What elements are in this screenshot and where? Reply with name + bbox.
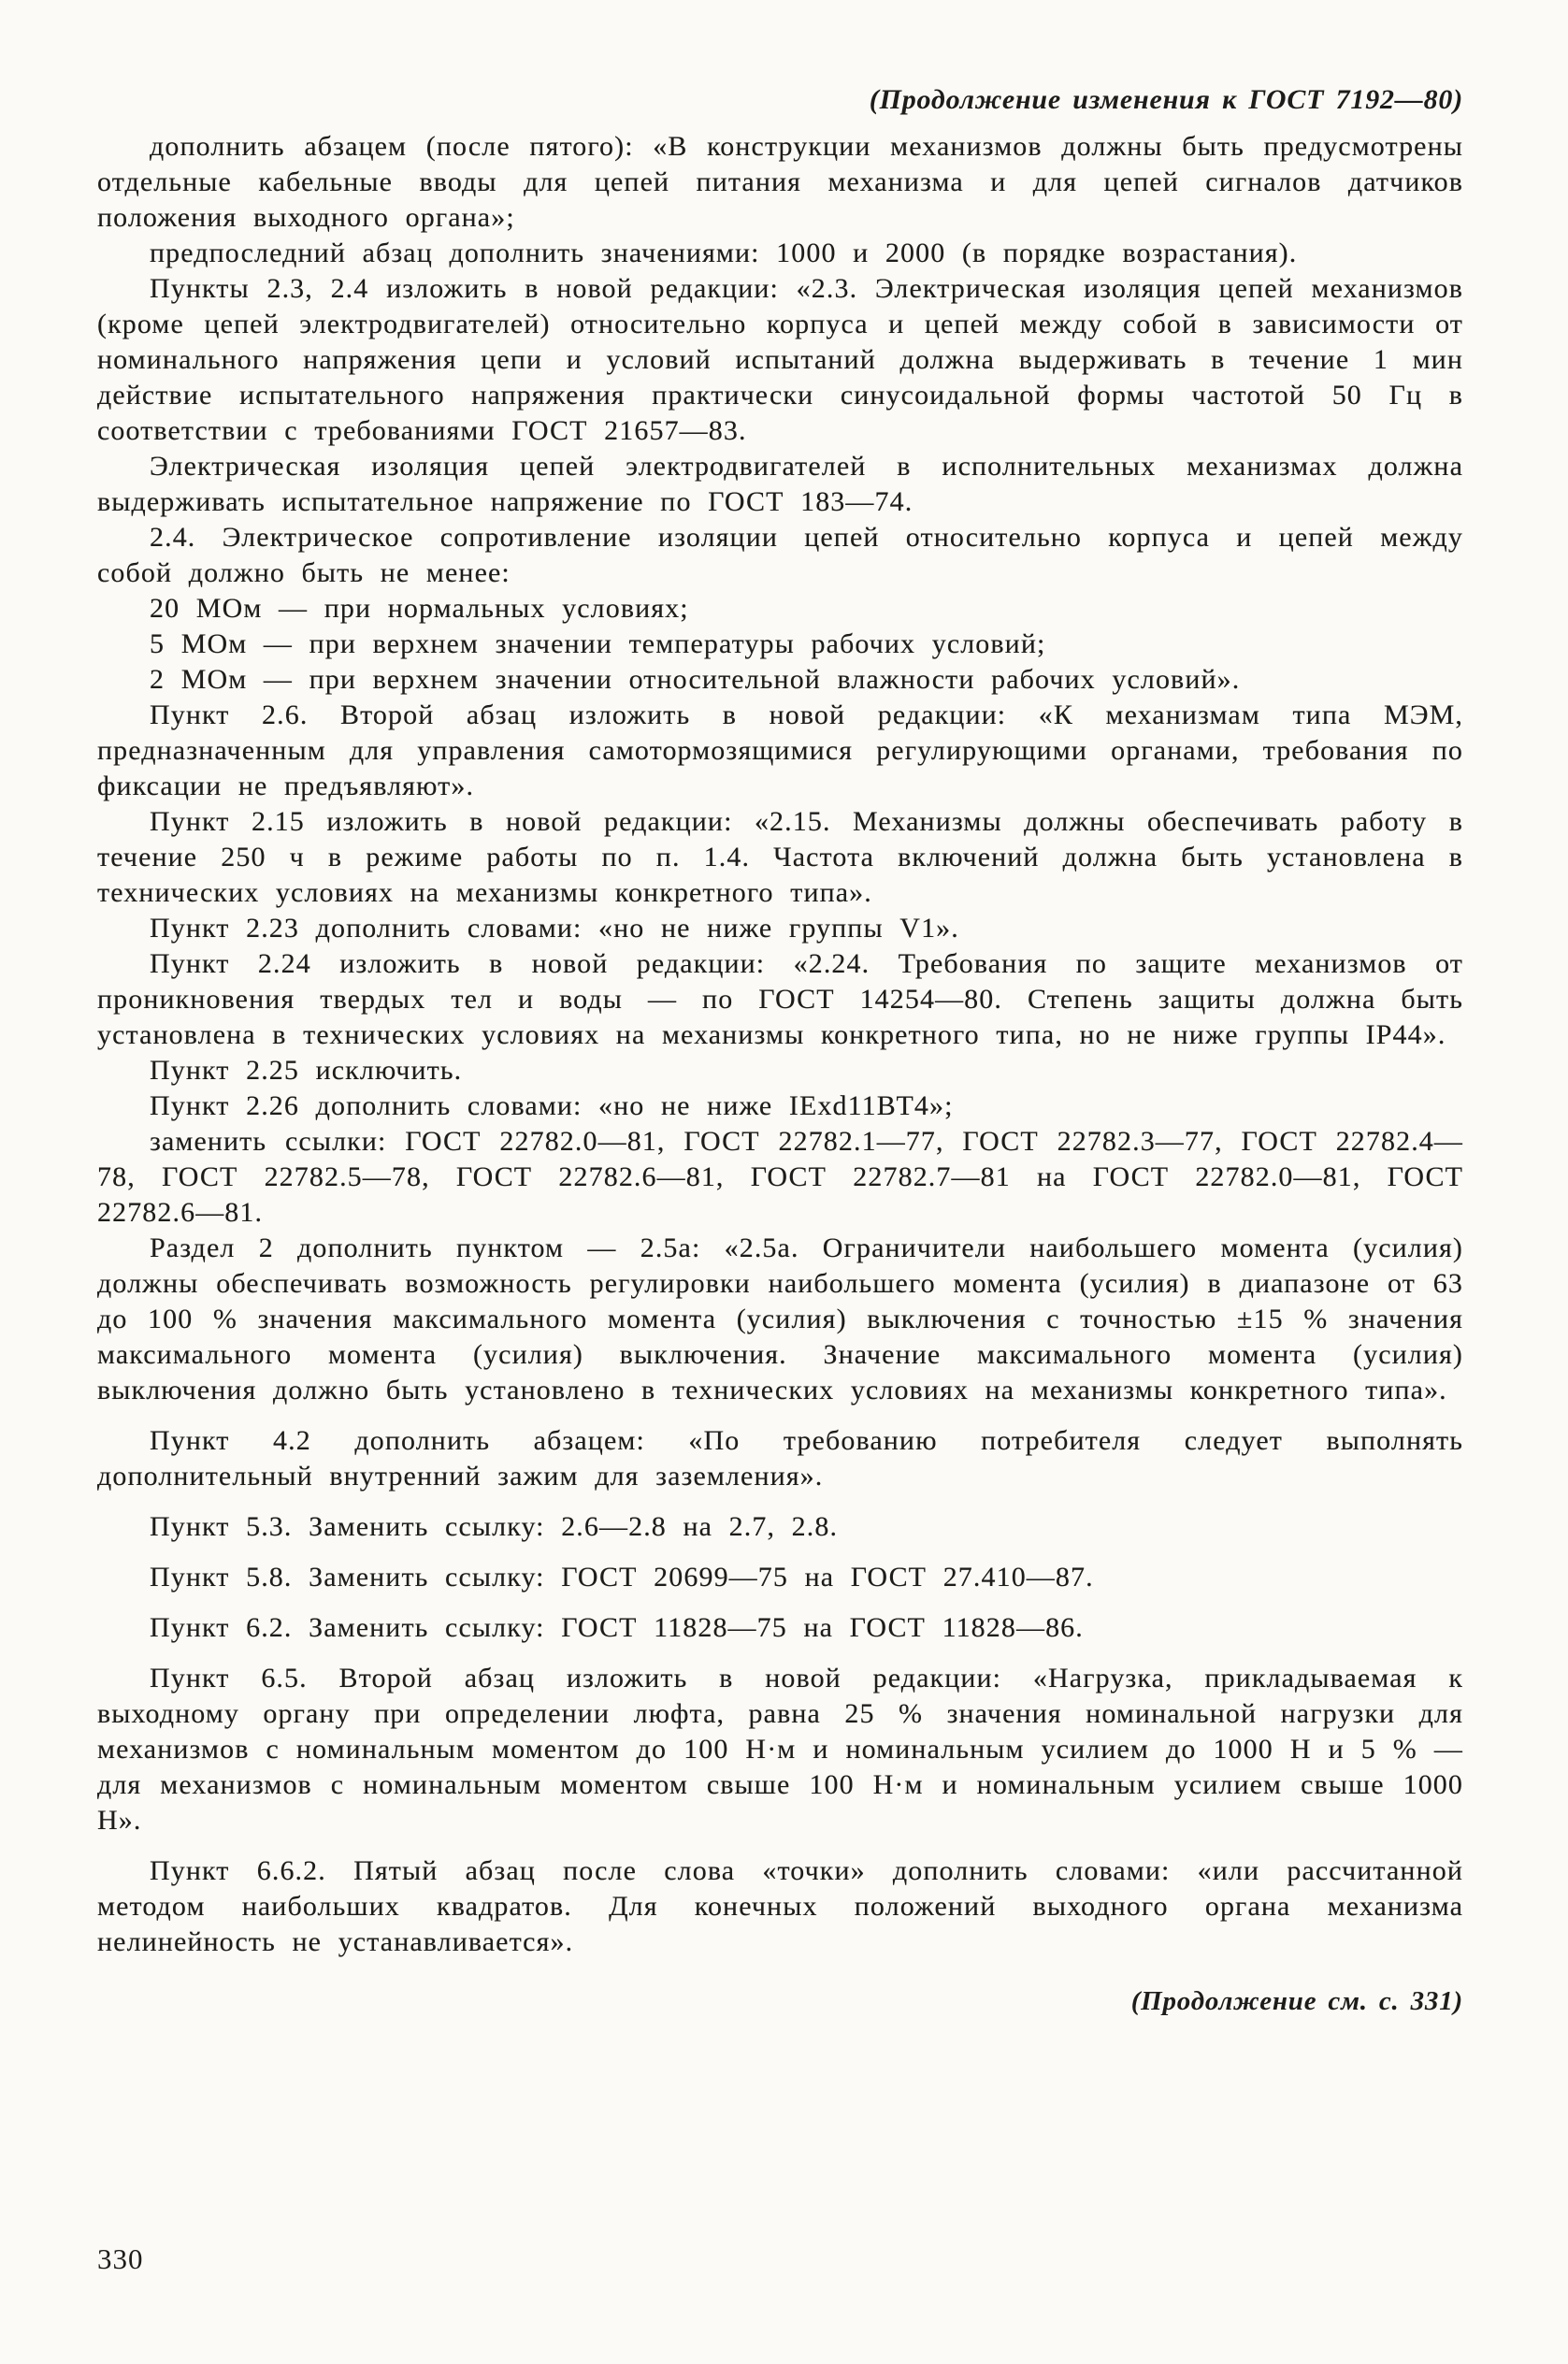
paragraph: 2 МОм — при верхнем значении относительной влажности рабочих условий». bbox=[150, 664, 1241, 695]
paragraph: Пункт 2.6. Второй абзац изложить в новой редакции: «К механизмам типа МЭМ, предназначенным для управления самотормозящимися регулирующими органами, требования по фиксации не предъявляют». bbox=[97, 699, 1463, 801]
paragraph: Пункты 2.3, 2.4 изложить в новой редакции: «2.3. Электрическая изоляция цепей механизмов (кроме цепей электродвигателей) относительно корпуса и цепей между собой в зависимости от номинального напряжения цепи и условий испытаний должна выдерживать в течение 1 мин действие испытательного напряжения практически синусоидальной формы частотой 50 Гц в соответствии с требованиями ГОСТ 21657—83. bbox=[97, 273, 1463, 446]
paragraph: Пункт 2.23 дополнить словами: «но не ниже группы V1». bbox=[150, 913, 959, 944]
paragraph: 5 МОм — при верхнем значении температуры рабочих условий; bbox=[150, 628, 1046, 659]
paragraph: Раздел 2 дополнить пунктом — 2.5а: «2.5а. Ограничители наибольшего момента (усилия) должны обеспечивать возможность регулировки наибольшего момента (усилия) в диапазоне от 63 до 100 % значения максимального момента (усилия) выключения с точностью ±15 % значения максимального момента (усилия) выключения. Значение максимального момента (усилия) выключения должно быть установлено в технических условиях на механизмы конкретного типа». bbox=[97, 1232, 1463, 1405]
paragraph: заменить ссылки: ГОСТ 22782.0—81, ГОСТ 22782.1—77, ГОСТ 22782.3—77, ГОСТ 22782.4—78, ГОСТ 22782.5—78, ГОСТ 22782.6—81, ГОСТ 22782.7—81 на ГОСТ 22782.0—81, ГОСТ 22782.6—81. bbox=[97, 1126, 1463, 1228]
paragraph: Пункт 2.24 изложить в новой редакции: «2.24. Требования по защите механизмов от проникновения твердых тел и воды — по ГОСТ 14254—80. Степень защиты должна быть установлена в технических условиях на механизмы конкретного типа, но не ниже группы IP44». bbox=[97, 948, 1463, 1050]
paragraph: 20 МОм — при нормальных условиях; bbox=[150, 593, 689, 624]
paragraph: 2.4. Электрическое сопротивление изоляции цепей относительно корпуса и цепей между собой должно быть не менее: bbox=[97, 522, 1463, 588]
paragraph: Пункт 2.26 дополнить словами: «но не ниже IExd11ВТ4»; bbox=[150, 1090, 954, 1121]
paragraph: дополнить абзацем (после пятого): «В конструкции механизмов должны быть предусмотрены отдельные кабельные вводы для цепей питания механизма и для цепей сигналов датчиков положения выходного органа»; bbox=[97, 131, 1463, 233]
paragraph: Пункт 5.8. Заменить ссылку: ГОСТ 20699—75 на ГОСТ 27.410—87. bbox=[150, 1562, 1094, 1593]
paragraph: Электрическая изоляция цепей электродвигателей в исполнительных механизмах должна выдерживать испытательное напряжение по ГОСТ 183—74. bbox=[97, 451, 1463, 517]
paragraph: Пункт 6.2. Заменить ссылку: ГОСТ 11828—75 на ГОСТ 11828—86. bbox=[150, 1612, 1084, 1643]
continuation-note: (Продолжение см. с. 331) bbox=[1130, 1986, 1463, 2016]
paragraph: Пункт 2.25 исключить. bbox=[150, 1055, 463, 1086]
paragraph: Пункт 2.15 изложить в новой редакции: «2.15. Механизмы должны обеспечивать работу в течение 250 ч в режиме работы по п. 1.4. Частота включений должна быть установлена в технических условиях на механизмы конкретного типа». bbox=[97, 806, 1463, 908]
document-body bbox=[97, 129, 1463, 1960]
running-head: (Продолжение изменения к ГОСТ 7192—80) bbox=[869, 84, 1463, 115]
paragraph: предпоследний абзац дополнить значениями: 1000 и 2000 (в порядке возрастания). bbox=[150, 238, 1298, 268]
paragraph: Пункт 5.3. Заменить ссылку: 2.6—2.8 на 2.7, 2.8. bbox=[150, 1511, 839, 1542]
paragraph: Пункт 6.5. Второй абзац изложить в новой редакции: «Нагрузка, прикладываемая к выходному органу при определении люфта, равна 25 % значения номинальной нагрузки для механизмов с номинальным моментом до 100 Н·м и номинальным усилием до 1000 Н и 5 % — для механизмов с номинальным моментом свыше 100 Н·м и номинальным усилием свыше 1000 Н». bbox=[97, 1663, 1463, 1836]
page-number: 330 bbox=[97, 2242, 144, 2275]
paragraph: Пункт 4.2 дополнить абзацем: «По требованию потребителя следует выполнять дополнительный внутренний зажим для заземления». bbox=[97, 1425, 1463, 1492]
paragraph: Пункт 6.6.2. Пятый абзац после слова «точки» дополнить словами: «или рассчитанной методом наибольших квадратов. Для конечных положений выходного органа механизма нелинейность не устанавливается». bbox=[97, 1855, 1463, 1957]
